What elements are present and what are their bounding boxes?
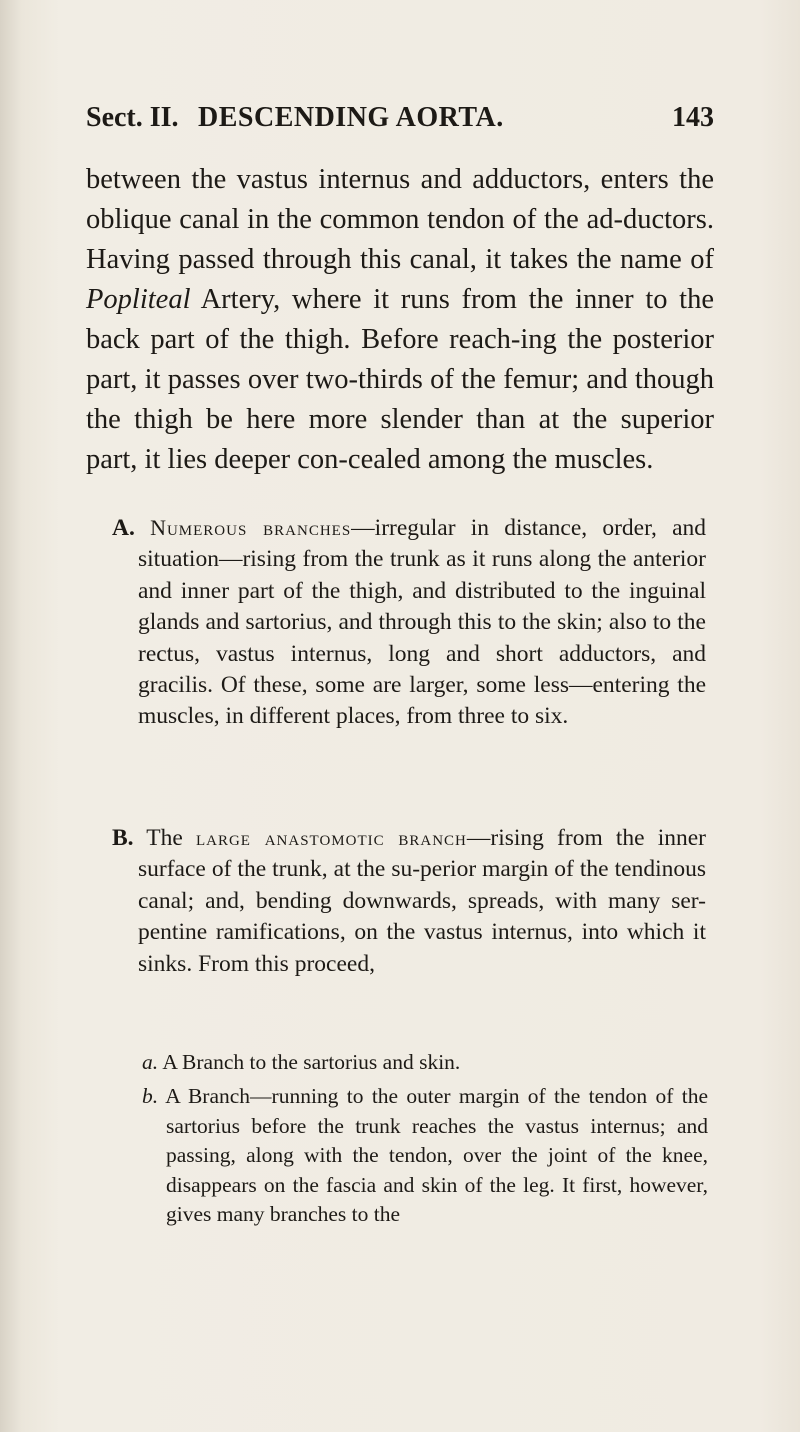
section-label: Sect. II. (86, 102, 179, 133)
entry-b-label: B. (112, 825, 134, 851)
running-header (86, 96, 714, 140)
entry-a (112, 512, 706, 733)
subentry-a-label: a. (142, 1050, 159, 1074)
running-title: DESCENDING AORTA. (198, 102, 504, 133)
subentry-b-label: b. (142, 1084, 159, 1108)
subentry-a (142, 1048, 708, 1078)
entry-a-heading: Numerous branches (150, 515, 352, 540)
subentry-b (142, 1082, 708, 1230)
subentry-b-text: A Branch—running to the outer margin of the tendon of the sartorius before the trunk reaches the vastus internus; and passing, along with the tendon, over the joint of the knee, disappears on the fascia and skin of the leg. It first, however, gives many branches to the (165, 1084, 708, 1226)
page-number: 143 (672, 102, 714, 133)
entry-a-label: A. (112, 515, 135, 541)
entry-b-text: —rising from the inner surface of the trunk, at the su-perior margin of the tendinous canal; and, bending downwards, spreads, with many ser-pentine ramifications, on the vastus internus, into which it sinks. From this proceed, (138, 825, 706, 977)
intro-text-post: Artery, where it runs from the inner to the back part of the thigh. Before reach-ing the posterior part, it passes over two-thirds of the femur; and though the thigh be here more slender than at the superior part, it lies deeper con-cealed among the muscles. (86, 284, 714, 475)
intro-text-pre: between the vastus internus and adductors, enters the oblique canal in the common tendon of the ad-ductors. Having passed through this canal, it takes the name of (86, 164, 714, 275)
entry-b (112, 822, 706, 980)
entry-a-text: —irregular in distance, order, and situation—rising from the trunk as it runs along the anterior and inner part of the thigh, and distributed to the inguinal glands and sartorius, and through this to the skin; also to the rectus, vastus internus, long and short adductors, and gracilis. Of these, some are larger, some less—entering the muscles, in different places, from three to six. (138, 515, 707, 730)
subentry-a-text: A Branch to the sartorius and skin. (162, 1050, 461, 1074)
intro-italic-term: Popliteal (86, 284, 191, 315)
entry-b-pre: The (146, 825, 196, 851)
entry-b-heading: large anastomotic branch (195, 825, 467, 850)
intro-paragraph (86, 160, 714, 480)
